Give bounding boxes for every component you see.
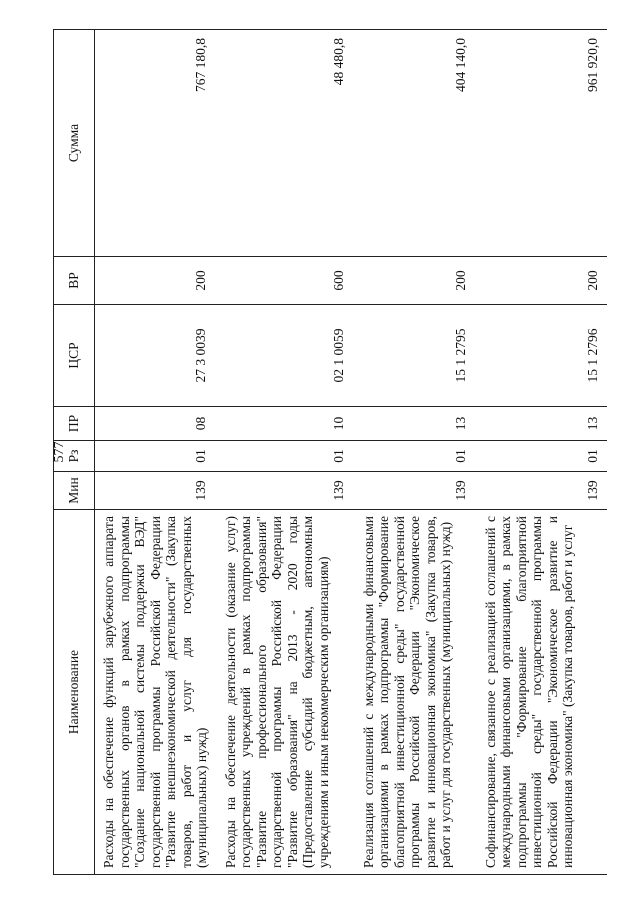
table-header-row [53,29,94,874]
row-name: Расходы на обеспечение функций зарубежного аппарата государственных органов в рамках подпрограммы "Создание национальной системы поддержки ВЭД" государственной программы Российской Федерации "Развитие внешнеэкономической деятельности" (Закупка товаров, работ и услуг для государственных (муниципальных) нужд) [94,509,216,874]
page-number: 577 [52,441,67,463]
row-name: Реализация соглашений с международными финансовыми организациями в рамках подпрограммы "Формирование благоприятной инвестиционной среды" государственной программы Российской Федерации "Экономическое развитие и инновационная экономика" (Закупка товаров, работ и услуг для государственных (муниципальных) нужд) [354,509,476,874]
row-sum: 767 180,8 [94,29,216,256]
header-rz: Рз [53,440,94,471]
row-pr: 13 [354,406,476,440]
budget-table [53,29,607,875]
row-rz: 01 [216,440,354,471]
row-csr: 15 1 2796 [476,304,606,406]
row-min: 139 [354,471,476,509]
row-sum: 961 920,0 [476,29,606,256]
row-csr: 27 3 0039 [94,304,216,406]
header-min: Мин [53,471,94,509]
row-min: 139 [476,471,606,509]
row-rz: 01 [354,440,476,471]
header-csr: ЦСР [53,304,94,406]
row-name: Софинансирование, связанное с реализацией соглашений с международными финансовыми организациями, в рамках подпрограммы "Формирование благоприятной инвестиционной среды" государственной программы Российской Федерации "Экономическое развитие и инновационная экономика" (Закупка товаров, работ и услуг [476,509,606,874]
row-pr: 08 [94,406,216,440]
header-pr: ПР [53,406,94,440]
header-vr: ВР [53,256,94,304]
row-vr: 600 [216,256,354,304]
row-rz: 01 [94,440,216,471]
row-vr: 200 [94,256,216,304]
table-row [94,29,216,874]
row-csr: 02 1 0059 [216,304,354,406]
table-row [354,29,476,874]
budget-table-sheet [53,30,600,875]
row-sum: 48 480,8 [216,29,354,256]
row-rz: 01 [476,440,606,471]
header-sum: Сумма [53,29,94,256]
row-sum: 404 140,0 [354,29,476,256]
row-pr: 13 [476,406,606,440]
row-vr: 200 [476,256,606,304]
table-row [476,29,606,874]
row-pr: 10 [216,406,354,440]
row-vr: 200 [354,256,476,304]
row-min: 139 [94,471,216,509]
header-name: Наименование [53,509,94,874]
row-min: 139 [216,471,354,509]
table-row [216,29,354,874]
row-csr: 15 1 2795 [354,304,476,406]
row-name: Расходы на обеспечение деятельности (оказание услуг) государственных учреждений в рамках подпрограммы "Развитие профессионального образования" государственной программы Российской Федерации "Развитие образования" на 2013 - 2020 годы (Предоставление субсидий бюджетным, автономным учреждениям и иным некоммерческим организациям) [216,509,354,874]
